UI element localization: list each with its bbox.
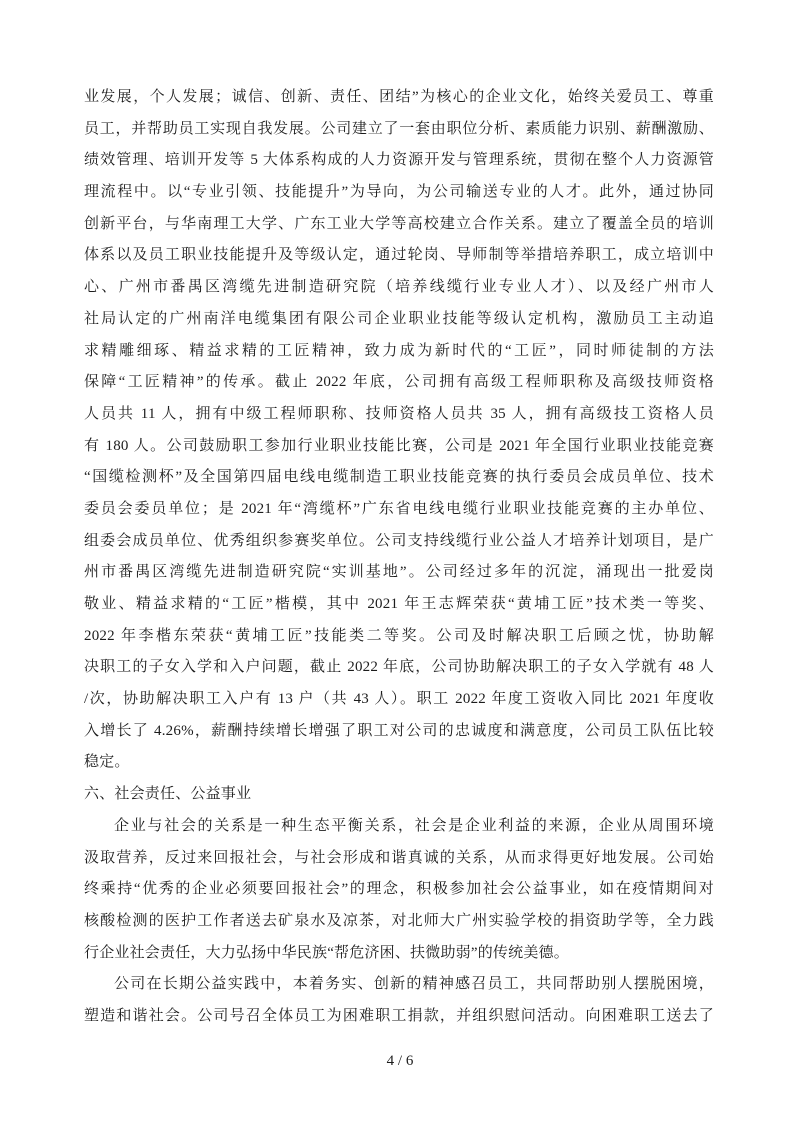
text-line: 委员会委员单位；是 2021 年“湾缆杯”广东省电线电缆行业职业技能竞赛的主办单位、 (84, 500, 714, 517)
page-number: 4 / 6 (386, 1053, 414, 1069)
text-line: 员工，并帮助员工实现自我发展。公司建立了一套由职位分析、素质能力识别、薪酬激励、 (84, 120, 714, 137)
text-line: 六、社会责任、公益事业 (84, 786, 252, 803)
text-line: 有 180 人。公司鼓励职工参加行业职业技能比赛，公司是 2021 年全国行业职业技能竞赛 (84, 437, 714, 454)
text-line: 组委会成员单位、优秀组织参赛奖单位。公司支持线缆行业公益人才培养计划项目，是广 (84, 532, 714, 549)
text-line: 州市番禺区湾缆先进制造研究院“实训基地”。公司经过多年的沉淀，涌现出一批爱岗 (84, 564, 714, 581)
text-line: 终乘持“优秀的企业必须要回报社会”的理念，积极参加社会公益事业，如在疫情期间对 (84, 881, 714, 898)
text-line: 敬业、精益求精的“工匠”楷模，其中 2021 年王志辉荣获“黄埔工匠”技术类一等奖、 (84, 596, 714, 612)
text-line: 社局认定的广州南洋电缆集团有限公司企业职业技能等级认定机构，激励员工主动追 (84, 310, 714, 327)
text-line: 入增长了 4.26%，薪酬持续增长增强了职工对公司的忠诚度和满意度，公司员工队伍比较 (84, 722, 714, 739)
text-line: 求精雕细琢、精益求精的工匠精神，致力成为新时代的“工匠”，同时师徒制的方法 (84, 342, 714, 359)
text-line: 核酸检测的医护工作者送去矿泉水及凉茶，对北师大广州实验学校的捐资助学等，全力践 (84, 912, 714, 929)
text-line: “国缆检测杯”及全国第四届电线电缆制造工职业技能竞赛的执行委员会成员单位、技术 (84, 469, 714, 486)
text-line: 2022 年李楷东荣获“黄埔工匠”技能类二等奖。公司及时解决职工后顾之忧，协助解 (84, 627, 714, 644)
text-line: 行企业社会责任，大力弘扬中华民族“帮危济困、扶微助弱”的传统美德。 (84, 944, 569, 961)
text-line: 企业与社会的关系是一种生态平衡关系，社会是企业利益的来源，企业从周围环境 (114, 817, 714, 834)
text-line: 塑造和谐社会。公司号召全体员工为困难职工捐款，并组织慰问活动。向困难职工送去了 (84, 1007, 714, 1024)
text-line: 人员共 11 人，拥有中级工程师职称、技师资格人员共 35 人，拥有高级技工资格人员 (84, 405, 714, 422)
document-body (84, 82, 714, 1033)
text-line: 决职工的子女入学和入户问题，截止 2022 年底，公司协助解决职工的子女入学就有 48 人 (84, 659, 714, 676)
text-line: 体系以及员工职业技能提升及等级认定，通过轮岗、导师制等举措培养职工，成立培训中 (84, 247, 714, 264)
text-line: 业发展，个人发展；诚信、创新、责任、团结”为核心的企业文化，始终关爱员工、尊重 (84, 89, 714, 105)
text-line: 公司在长期公益实践中，本着务实、创新的精神感召员工，共同帮助别人摆脱困境， (114, 976, 714, 993)
text-line: 稳定。 (84, 754, 130, 771)
text-line: 绩效管理、培训开发等 5 大体系构成的人力资源开发与管理系统，贯彻在整个人力资源管 (84, 152, 714, 169)
text-line: 汲取营养，反过来回报社会，与社会形成和谐真诚的关系，从而求得更好地发展。公司始 (84, 849, 714, 866)
text-line: 心、广州市番禺区湾缆先进制造研究院（培养线缆行业专业人才）、以及经广州市人 (84, 279, 714, 296)
page-footer (0, 1048, 800, 1074)
text-line: 理流程中。以“专业引领、技能提升”为导向，为公司输送专业的人才。此外，通过协同 (84, 184, 714, 201)
text-line: 保障“工匠精神”的传承。截止 2022 年底，公司拥有高级工程师职称及高级技师资格 (84, 374, 714, 391)
text-line: 创新平台，与华南理工大学、广东工业大学等高校建立合作关系。建立了覆盖全员的培训 (84, 215, 714, 232)
text-line: /次，协助解决职工入户有 13 户（共 43 人）。职工 2022 年度工资收入同比 2021 年度收 (84, 691, 714, 708)
